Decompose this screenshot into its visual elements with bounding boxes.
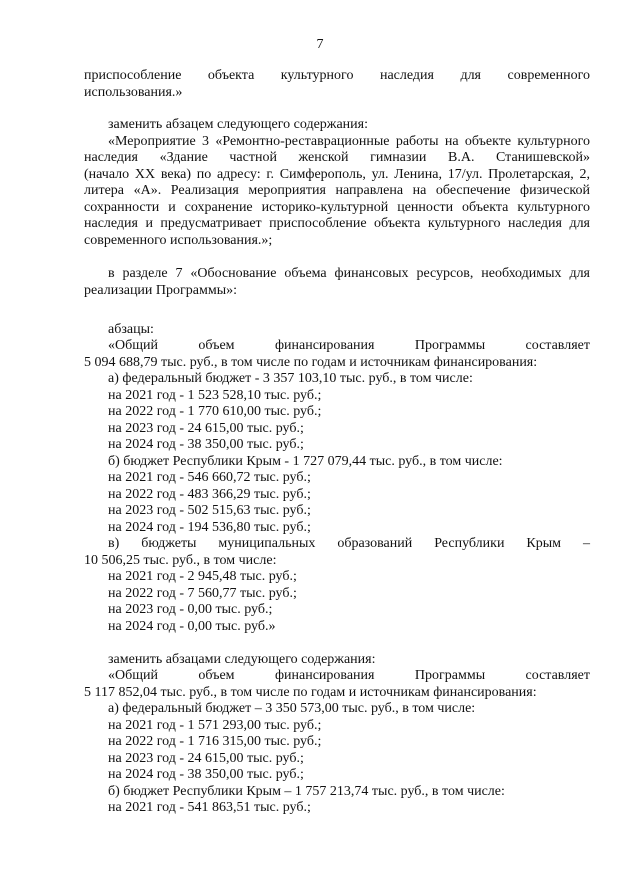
text-line: на 2024 год - 38 350,00 тыс. руб.;: [108, 437, 304, 452]
text-line: на 2022 год - 483 366,29 тыс. руб.;: [108, 487, 311, 502]
text-line: (начало XX века) по адресу: г. Симферополь, ул. Ленина, 17/ул. Пролетарская, 2,: [84, 167, 590, 182]
text-line: наследия «Здание частной женской гимназии В.А. Станишевской»: [84, 150, 590, 165]
text-line: на 2022 год - 1 716 315,00 тыс. руб.;: [108, 734, 322, 749]
text-line: использования.»: [84, 85, 183, 100]
text-line: литера «А». Реализация мероприятия направлена на обеспечение физической: [84, 183, 590, 198]
text-line: абзацы:: [108, 322, 154, 337]
text-line: сохранности и сохранение историко-культурной ценности объекта культурного: [84, 200, 590, 215]
text-line: а) федеральный бюджет - 3 357 103,10 тыс. руб., в том числе:: [108, 371, 473, 386]
text-line: на 2023 год - 502 515,63 тыс. руб.;: [108, 503, 311, 518]
text-line: на 2022 год - 1 770 610,00 тыс. руб.;: [108, 404, 322, 419]
text-line: 5 094 688,79 тыс. руб., в том числе по годам и источникам финансирования:: [84, 355, 538, 370]
text-line: 10 506,25 тыс. руб., в том числе:: [84, 553, 277, 568]
text-line: наследия и предусматривает приспособление объекта культурного наследия для: [84, 216, 590, 231]
text-line: на 2024 год - 38 350,00 тыс. руб.;: [108, 767, 304, 782]
page-number: 7: [316, 37, 324, 52]
text-line: 5 117 852,04 тыс. руб., в том числе по годам и источникам финансирования:: [84, 685, 537, 700]
text-line: на 2023 год - 0,00 тыс. руб.;: [108, 602, 273, 617]
text-line: «Мероприятие 3 «Ремонтно-реставрационные работы на объекте культурного: [108, 134, 590, 149]
text-line: в) бюджеты муниципальных образований Республики Крым –: [108, 536, 590, 551]
text-line: на 2024 год - 194 536,80 тыс. руб.;: [108, 520, 311, 535]
text-line: на 2021 год - 1 523 528,10 тыс. руб.;: [108, 388, 322, 403]
text-line: «Общий объем финансирования Программы составляет: [108, 338, 590, 353]
text-line: на 2021 год - 2 945,48 тыс. руб.;: [108, 569, 297, 584]
text-line: приспособление объекта культурного наследия для современного: [84, 68, 590, 83]
text-line: на 2022 год - 7 560,77 тыс. руб.;: [108, 586, 297, 601]
text-line: заменить абзацами следующего содержания:: [108, 652, 376, 667]
text-line: реализации Программы»:: [84, 283, 238, 298]
text-line: на 2021 год - 1 571 293,00 тыс. руб.;: [108, 718, 322, 733]
text-line: на 2024 год - 0,00 тыс. руб.»: [108, 619, 276, 634]
text-line: в разделе 7 «Обоснование объема финансовых ресурсов, необходимых для: [108, 266, 590, 281]
text-line: на 2023 год - 24 615,00 тыс. руб.;: [108, 751, 304, 766]
text-line: на 2021 год - 546 660,72 тыс. руб.;: [108, 470, 311, 485]
text-line: б) бюджет Республики Крым - 1 727 079,44 тыс. руб., в том числе:: [108, 454, 503, 469]
text-line: заменить абзацем следующего содержания:: [108, 117, 368, 132]
text-line: а) федеральный бюджет – 3 350 573,00 тыс. руб., в том числе:: [108, 701, 476, 716]
text-line: современного использования.»;: [84, 233, 273, 248]
text-line: на 2023 год - 24 615,00 тыс. руб.;: [108, 421, 304, 436]
text-line: на 2021 год - 541 863,51 тыс. руб.;: [108, 800, 311, 815]
text-line: б) бюджет Республики Крым – 1 757 213,74 тыс. руб., в том числе:: [108, 784, 505, 799]
text-line: «Общий объем финансирования Программы составляет: [108, 668, 590, 683]
